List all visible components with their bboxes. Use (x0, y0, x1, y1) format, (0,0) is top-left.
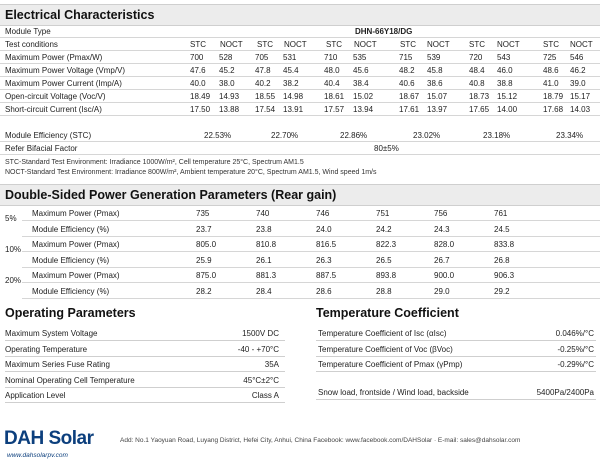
rear-value: 833.8 (494, 240, 515, 249)
operating-title: Operating Parameters (5, 306, 136, 320)
efficiency-value: 22.86% (340, 131, 368, 140)
temperature-value: -0.25%/°C (557, 344, 594, 354)
stc-value: 17.65 (469, 105, 490, 115)
noct-value: 39.0 (570, 79, 586, 89)
noct-value: 45.4 (283, 66, 299, 76)
noct-value: 38.6 (427, 79, 443, 89)
rear-row-label: Module Efficiency (%) (32, 224, 110, 234)
stc-value: 40.0 (190, 79, 206, 89)
rear-value: 26.8 (494, 255, 510, 265)
rear-value: 828.0 (434, 240, 455, 249)
efficiency-label: Module Efficiency (STC) (5, 131, 92, 140)
stc-header: STC (543, 40, 559, 49)
noct-value: 15.07 (427, 92, 448, 102)
operating-value: 45°C±2°C (243, 375, 279, 385)
electrical-row-label: Maximum Power (Pmax/W) (5, 53, 103, 62)
noct-header: NOCT (220, 40, 243, 49)
stc-value: 48.2 (399, 66, 415, 76)
operating-label: Operating Temperature (5, 344, 88, 354)
noct-value: 46.0 (497, 66, 513, 76)
temperature-row (316, 341, 596, 357)
rear-value: 29.0 (434, 286, 450, 296)
noct-value: 535 (353, 53, 367, 62)
operating-row (5, 341, 285, 357)
stc-value: 17.61 (399, 105, 420, 115)
noct-value: 13.88 (219, 105, 240, 115)
stc-value: 700 (190, 53, 204, 62)
stc-value: 17.54 (255, 105, 276, 115)
stc-value: 40.8 (469, 79, 485, 89)
snow-load-row (316, 384, 596, 400)
operating-value: -40 - +70°C (237, 344, 279, 354)
stc-value: 41.0 (543, 79, 559, 89)
stc-value: 48.6 (543, 66, 559, 76)
electrical-row (0, 64, 600, 77)
stc-value: 17.68 (543, 105, 564, 115)
noct-note: NOCT-Standard Test Environment: Irradiance 800W/m², Ambient temperature 20°C, Spectrum AM1.5, Wind speed 1m/s (5, 169, 377, 176)
stc-value: 48.0 (324, 66, 340, 76)
noct-value: 15.02 (353, 92, 374, 102)
stc-header: STC (326, 40, 342, 49)
electrical-title: Electrical Characteristics (0, 4, 600, 26)
rear-row-label: Maximum Power (Pmax) (32, 271, 120, 280)
stc-value: 48.4 (469, 66, 485, 76)
electrical-row (0, 90, 600, 103)
rear-row-label: Maximum Power (Pmax) (32, 240, 120, 249)
logo-text: DAH Solar (4, 428, 94, 449)
electrical-row-label: Open-circuit Voltage (Voc/V) (5, 92, 106, 102)
rear-gain-percent: 10% (5, 245, 22, 254)
noct-header: NOCT (497, 40, 520, 49)
module-type-label: Module Type (5, 27, 51, 36)
rear-value: 816.5 (316, 240, 337, 249)
double-sided-title: Double-Sided Power Generation Parameters (Rear gain) (0, 184, 600, 206)
rear-value: 822.3 (376, 240, 397, 249)
rear-value: 25.9 (196, 255, 212, 265)
rear-value: 26.5 (376, 255, 392, 265)
efficiency-value: 22.53% (204, 131, 232, 140)
noct-value: 45.6 (353, 66, 369, 76)
noct-value: 38.0 (219, 79, 235, 89)
noct-value: 38.4 (353, 79, 369, 89)
stc-value: 720 (469, 53, 483, 62)
rear-value: 23.7 (196, 224, 212, 234)
stc-value: 725 (543, 53, 557, 62)
noct-header: NOCT (570, 40, 593, 49)
operating-row (5, 356, 285, 372)
rear-value: 23.8 (256, 224, 272, 234)
rear-value: 24.0 (316, 224, 332, 234)
rear-power-row (22, 206, 600, 221)
rear-value: 26.7 (434, 255, 450, 265)
operating-value: Class A (251, 391, 279, 400)
rear-gain-percent: 20% (5, 276, 22, 285)
stc-header: STC (257, 40, 273, 49)
rear-value: 751 (376, 209, 390, 218)
rear-value: 875.0 (196, 271, 217, 280)
temperature-row (316, 325, 596, 341)
noct-header: NOCT (354, 40, 377, 49)
operating-value: 35A (264, 360, 279, 369)
module-type-row (0, 25, 600, 38)
stc-value: 18.67 (399, 92, 420, 102)
bifacial-value: 80±5% (374, 144, 399, 153)
efficiency-value: 23.18% (483, 131, 511, 140)
temperature-label: Temperature Coefficient of Pmax (γPmp) (318, 360, 463, 369)
rear-value: 740 (256, 209, 270, 218)
rear-power-row (22, 268, 600, 283)
rear-efficiency-row (22, 284, 600, 299)
stc-header: STC (469, 40, 485, 49)
noct-value: 45.2 (219, 66, 235, 76)
noct-value: 14.03 (570, 105, 591, 115)
rear-row-label: Module Efficiency (%) (32, 255, 110, 265)
bifacial-label: Refer Bifacial Factor (5, 144, 78, 153)
operating-value: 1500V DC (242, 329, 279, 338)
rear-value: 29.2 (494, 286, 510, 296)
operating-label: Maximum Series Fuse Rating (5, 360, 110, 369)
temperature-title: Temperature Coefficient (316, 306, 459, 320)
rear-value: 761 (494, 209, 508, 218)
noct-header: NOCT (427, 40, 450, 49)
operating-row (5, 387, 285, 403)
electrical-row-label: Short-circuit Current (Isc/A) (5, 105, 102, 115)
rear-value: 26.1 (256, 255, 272, 265)
efficiency-value: 23.34% (556, 131, 584, 140)
rear-row-label: Maximum Power (Pmax) (32, 209, 120, 218)
rear-value: 906.3 (494, 271, 515, 280)
noct-value: 46.2 (570, 66, 586, 76)
noct-value: 13.91 (283, 105, 304, 115)
footer-contact: Add: No.1 Yaoyuan Road, Luyang District, Hefei City, Anhui, China Facebook: www.facebook.com/DAHSolar · E-mail: sales@dahsolar.com (120, 437, 521, 444)
electrical-row (0, 77, 600, 90)
stc-note: STC-Standard Test Environment: Irradiance 1000W/m², Cell temperature 25°C, Spectrum AM1.5 (5, 159, 304, 166)
snow-load-label: Snow load, frontside / Wind load, backside (318, 388, 469, 397)
noct-value: 13.97 (427, 105, 448, 115)
rear-value: 810.8 (256, 240, 277, 249)
stc-value: 17.57 (324, 105, 345, 115)
stc-value: 40.4 (324, 79, 340, 89)
test-conditions-row (0, 38, 600, 51)
stc-value: 18.79 (543, 92, 564, 102)
rear-value: 805.0 (196, 240, 217, 249)
noct-value: 14.00 (497, 105, 518, 115)
stc-value: 40.6 (399, 79, 415, 89)
stc-value: 47.8 (255, 66, 271, 76)
module-type-value: DHN-66Y18/DG (355, 27, 413, 36)
rear-efficiency-row (22, 222, 600, 237)
logo-url: www.dahsolarpv.com (7, 452, 68, 459)
temperature-row (316, 356, 596, 372)
noct-value: 528 (219, 53, 233, 62)
stc-value: 47.6 (190, 66, 206, 76)
stc-value: 18.49 (190, 92, 211, 102)
rear-value: 900.0 (434, 271, 455, 280)
rear-value: 28.4 (256, 286, 272, 296)
rear-efficiency-row (22, 253, 600, 268)
stc-header: STC (190, 40, 206, 49)
operating-label: Maximum System Voltage (5, 329, 98, 338)
operating-label: Application Level (5, 391, 66, 400)
noct-value: 543 (497, 53, 511, 62)
rear-value: 735 (196, 209, 210, 218)
stc-value: 18.55 (255, 92, 276, 102)
rear-gain-percent: 5% (5, 214, 17, 223)
rear-value: 881.3 (256, 271, 277, 280)
noct-value: 38.2 (283, 79, 299, 89)
operating-row (5, 325, 285, 341)
electrical-row (0, 51, 600, 64)
noct-value: 14.98 (283, 92, 304, 102)
rear-value: 746 (316, 209, 330, 218)
noct-value: 15.12 (497, 92, 518, 102)
stc-value: 705 (255, 53, 269, 62)
noct-value: 45.8 (427, 66, 443, 76)
rear-row-label: Module Efficiency (%) (32, 286, 110, 296)
rear-value: 24.2 (376, 224, 392, 234)
noct-value: 38.8 (497, 79, 513, 89)
rear-value: 28.8 (376, 286, 392, 296)
rear-value: 28.6 (316, 286, 332, 296)
noct-value: 531 (283, 53, 297, 62)
noct-value: 15.17 (570, 92, 591, 102)
stc-value: 18.73 (469, 92, 490, 102)
electrical-row-label: Maximum Power Current (Imp/A) (5, 79, 122, 89)
electrical-row (0, 103, 600, 116)
temperature-label: Temperature Coefficient of Voc (βVoc) (318, 344, 453, 354)
temperature-value: 0.046%/°C (555, 329, 594, 338)
noct-value: 13.94 (353, 105, 374, 115)
company-logo (4, 428, 94, 459)
electrical-row-label: Maximum Power Voltage (Vmp/V) (5, 66, 126, 76)
efficiency-value: 22.70% (271, 131, 299, 140)
stc-value: 40.2 (255, 79, 271, 89)
test-conditions-label: Test conditions (5, 40, 58, 49)
operating-row (5, 372, 285, 388)
stc-value: 17.50 (190, 105, 211, 115)
rear-value: 887.5 (316, 271, 337, 280)
noct-value: 14.93 (219, 92, 240, 102)
bifacial-row (0, 142, 600, 155)
noct-value: 546 (570, 53, 584, 62)
temperature-value: -0.29%/°C (557, 360, 594, 369)
stc-value: 715 (399, 53, 413, 62)
efficiency-row (0, 129, 600, 142)
stc-value: 710 (324, 53, 338, 62)
efficiency-value: 23.02% (413, 131, 441, 140)
rear-power-row (22, 237, 600, 252)
operating-label: Nominal Operating Cell Temperature (5, 375, 135, 385)
noct-header: NOCT (284, 40, 307, 49)
rear-value: 26.3 (316, 255, 332, 265)
rear-value: 24.3 (434, 224, 450, 234)
noct-value: 539 (427, 53, 441, 62)
rear-value: 893.8 (376, 271, 397, 280)
rear-value: 28.2 (196, 286, 212, 296)
rear-value: 24.5 (494, 224, 510, 234)
stc-header: STC (400, 40, 416, 49)
temperature-label: Temperature Coefficient of Isc (αIsc) (318, 329, 447, 338)
snow-load-value: 5400Pa/2400Pa (536, 388, 594, 397)
rear-value: 756 (434, 209, 448, 218)
stc-value: 18.61 (324, 92, 345, 102)
